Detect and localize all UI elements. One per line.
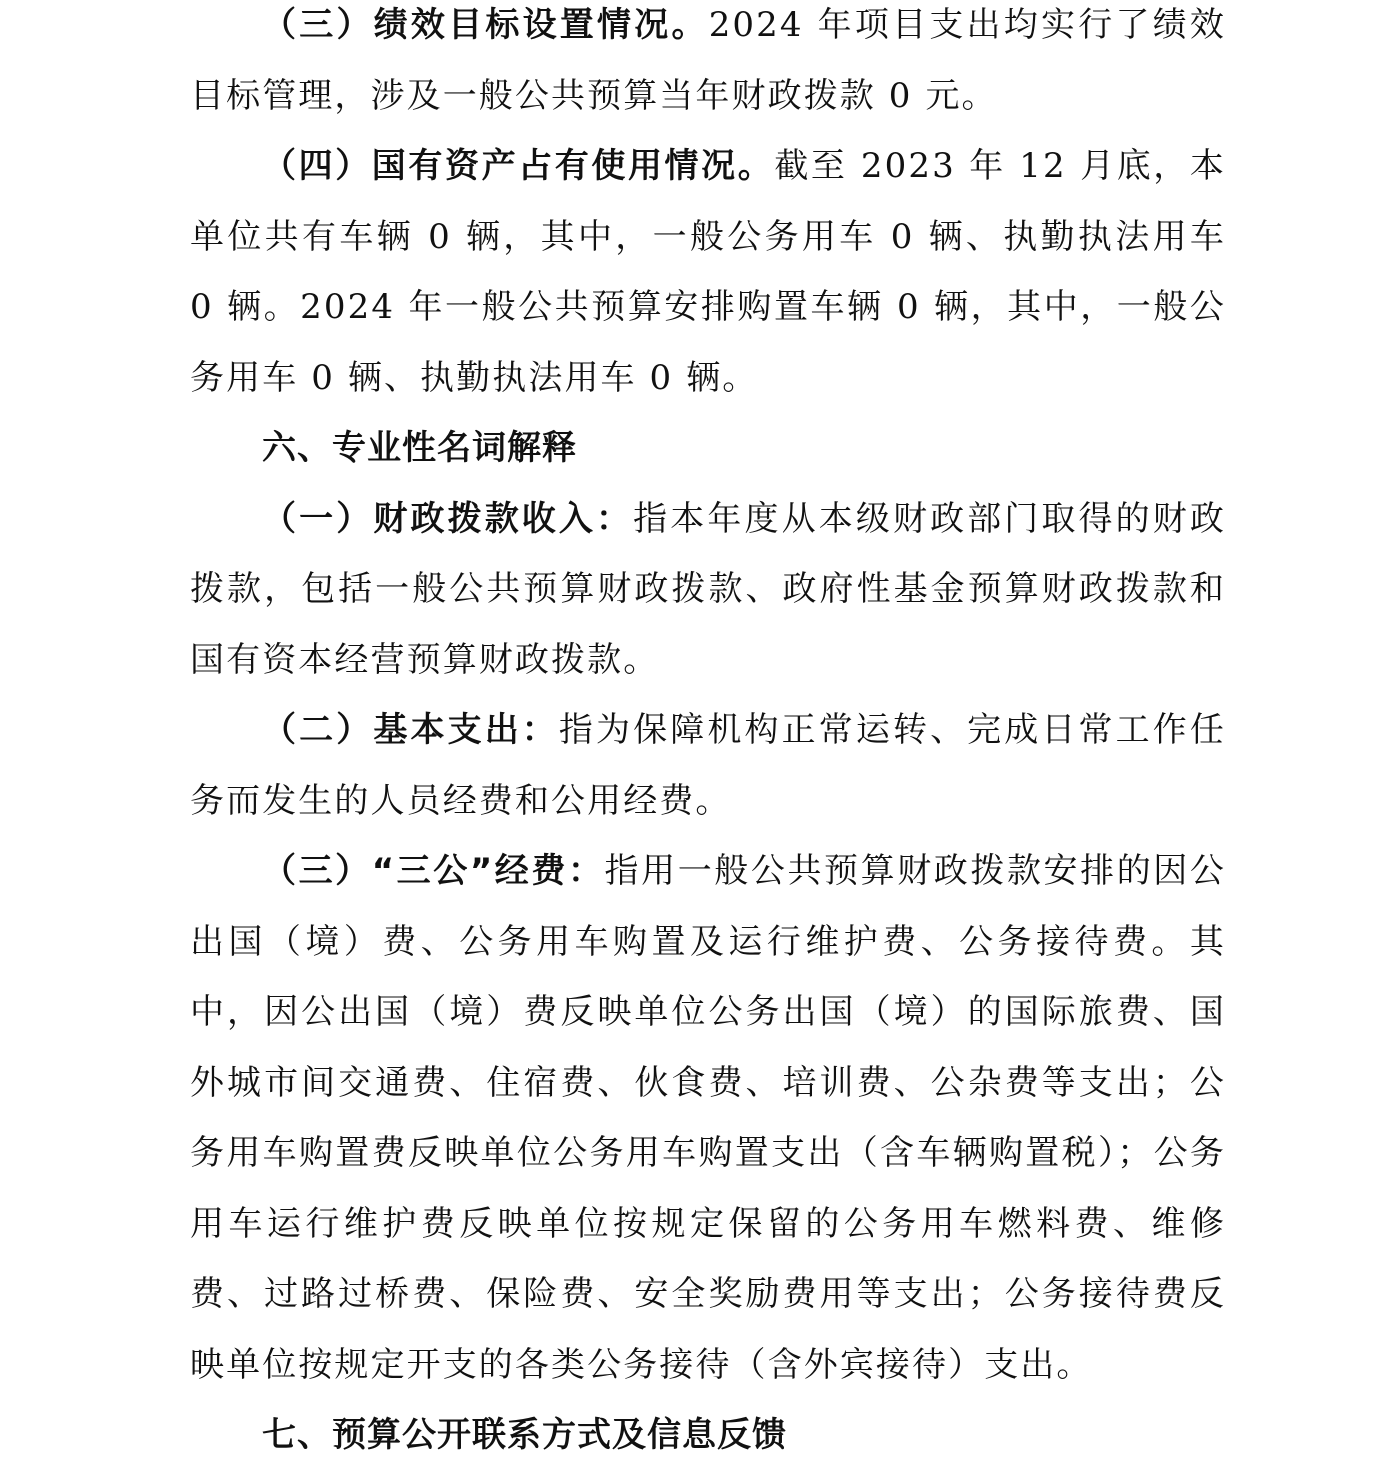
paragraph-three-public-expenses [190,836,1226,1400]
paragraph-lead: （一）财政拨款收入： [262,498,634,539]
paragraph-state-assets [190,131,1226,413]
paragraph-text: 指本年度从本级财政部门取得的财政拨款，包括一般公共预算财政拨款、政府性基金预算财政拨款和国有资本经营预算财政拨款。 [190,498,1226,680]
section-heading-terms: 六、专业性名词解释 [262,428,577,468]
paragraph-fiscal-allocation-income [190,484,1226,696]
paragraph-performance-targets [190,0,1226,131]
paragraph-text: 指为保障机构正常运转、完成日常工作任务而发生的人员经费和公用经费。 [190,710,1226,821]
paragraph-text: 2024 年项目支出均实行了绩效目标管理，涉及一般公共预算当年财政拨款 0 元。 [190,5,1227,116]
paragraph-lead: （三）绩效目标设置情况。 [262,5,709,45]
section-heading-contact: 七、预算公开联系方式及信息反馈 [262,1415,787,1455]
document-page [190,0,1226,1471]
paragraph-lead: （二）基本支出： [262,710,559,750]
paragraph-lead: （四）国有资产占有使用情况。 [262,146,775,186]
paragraph-text: 指用一般公共预算财政拨款安排的因公出国（境）费、公务用车购置及运行维护费、公务接待费。其中，因公出国（境）费反映单位公务出国（境）的国际旅费、国外城市间交通费、住宿费、伙食费、培训费、公杂费等支出；公务用车购置费反映单位公务用车购置支出（含车辆购置税）；公务用车运行维护费反映单位按规定保留的公务用车燃料费、维修费、过路过桥费、保险费、安全奖励费用等支出；公务接待费反映单位按规定开支的各类公务接待（含外宾接待）支出。 [190,851,1226,1385]
paragraph-basic-expenditure [190,695,1226,836]
paragraph-lead: （三）“三公”经费： [262,851,605,891]
paragraph-text: 截至 2023 年 12 月底，本单位共有车辆 0 辆，其中，一般公务用车 0 辆、执勤执法用车 0 辆。2024 年一般公共预算安排购置车辆 0 辆，其中，一般公务用车 0 辆、执勤执法用车 0 辆。 [190,146,1226,398]
